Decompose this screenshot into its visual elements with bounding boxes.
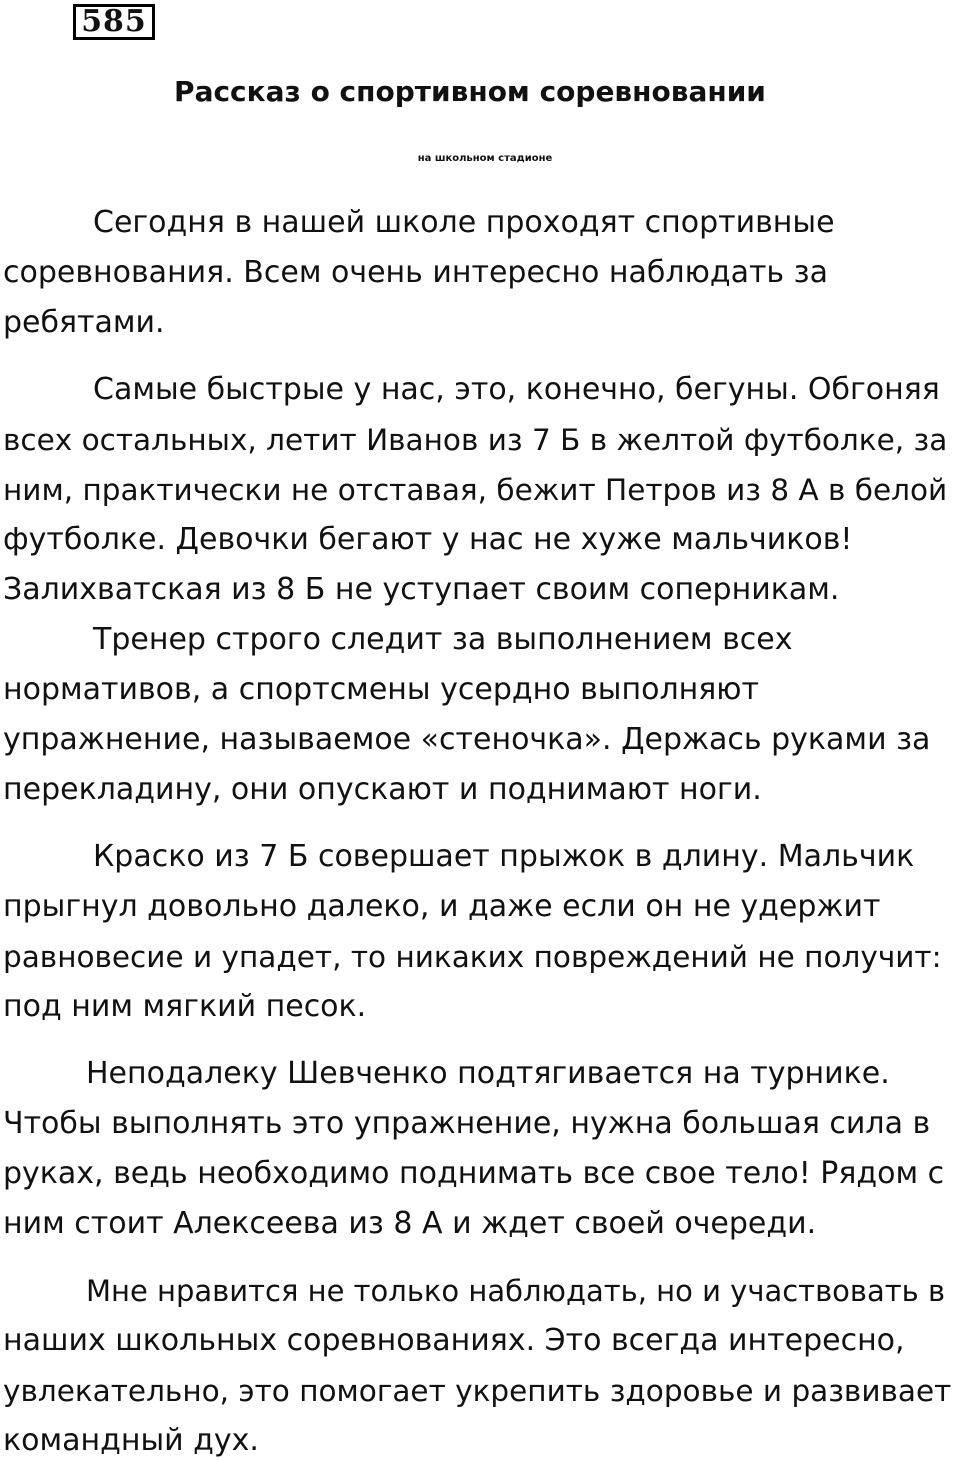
paragraph-4-line-4: под ним мягкий песок. <box>3 989 367 1024</box>
paragraph-5-line-4: ним стоит Алексеева из 8 А и ждет своей очереди. <box>3 1206 817 1241</box>
paragraph-1-line-3: ребятами. <box>3 305 165 340</box>
paragraph-6-line-1: Мне нравится не только наблюдать, но и участвовать в <box>86 1274 946 1308</box>
paragraph-6-line-2: наших школьных соревнованиях. Это всегда интересно, <box>3 1323 905 1358</box>
title-line-1: Рассказ о спортивном соревновании <box>174 75 766 108</box>
paragraph-3-line-1: Тренер строго следит за выполнением всех <box>93 622 793 657</box>
paragraph-2-line-5: Залихватская из 8 Б не уступает своим соперникам. <box>3 572 840 607</box>
paragraph-4-line-2: прыгнул довольно далеко, и даже если он не удержит <box>3 889 881 924</box>
paragraph-2-line-3: ним, практически не отставая, бежит Петров из 8 А в белой <box>3 473 948 507</box>
paragraph-3-line-2: нормативов, а спортсмены усердно выполняют <box>3 672 760 707</box>
paragraph-3-line-4: перекладину, они опускают и поднимают ноги. <box>3 772 762 807</box>
paragraph-2-line-2: всех остальных, летит Иванов из 7 Б в желтой футболке, за <box>3 423 948 457</box>
paragraph-3-line-3: упражнение, называемое «стеночка». Держась руками за <box>3 722 931 757</box>
paragraph-2-line-1: Самые быстрые у нас, это, конечно, бегуны. Обгоняя <box>93 372 940 407</box>
paragraph-5-line-3: руках, ведь необходимо поднимать все свое тело! Рядом с <box>3 1156 945 1191</box>
paragraph-4-line-1: Краско из 7 Б совершает прыжок в длину. Мальчик <box>93 839 915 874</box>
title-line-2: на школьном стадионе <box>417 153 553 164</box>
exercise-number: 585 <box>73 4 155 40</box>
paragraph-6-line-3: увлекательно, это помогает укрепить здоровье и развивает <box>3 1374 952 1408</box>
paragraph-2-line-4: футболке. Девочки бегают у нас не хуже мальчиков! <box>3 522 853 557</box>
paragraph-1-line-1: Сегодня в нашей школе проходят спортивные <box>93 205 835 240</box>
paragraph-1-line-2: соревнования. Всем очень интересно наблюдать за <box>3 255 828 290</box>
paragraph-6-line-4: командный дух. <box>3 1423 259 1458</box>
paragraph-4-line-3: равновесие и упадет, то никаких повреждений не получит: <box>3 940 942 974</box>
paragraph-5-line-2: Чтобы выполнять это упражнение, нужна большая сила в <box>3 1106 931 1141</box>
paragraph-5-line-1: Неподалеку Шевченко подтягивается на турнике. <box>86 1056 890 1091</box>
